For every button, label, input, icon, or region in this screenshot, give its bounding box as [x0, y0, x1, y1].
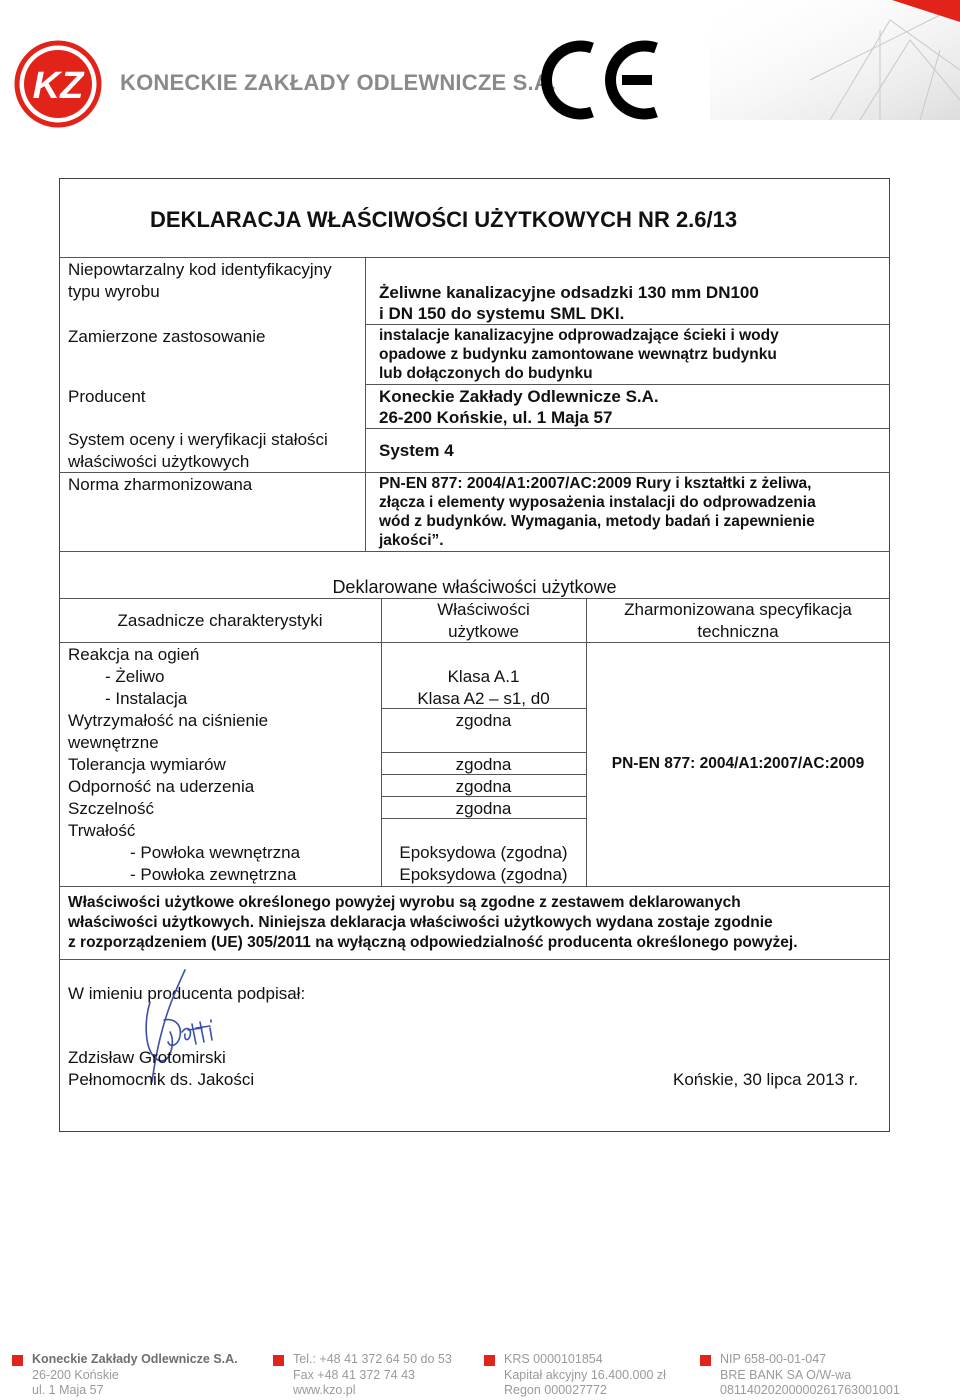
norm-value: złącza i elementy wyposażenia instalacji do odprowadzenia: [379, 494, 816, 511]
column-header-characteristics: Zasadnicze charakterystyki: [117, 611, 323, 630]
id-code-label: Niepowtarzalny kod identyfikacyjny: [68, 260, 332, 279]
footer-bullet-icon: [12, 1355, 23, 1366]
footer-line: KRS 0000101854: [504, 1352, 603, 1366]
footer-bullet-icon: [484, 1355, 495, 1366]
properties-heading: Deklarowane właściwości użytkowe: [332, 577, 617, 597]
footer-line: BRE BANK SA O/W-wa: [720, 1367, 852, 1382]
harmonized-spec-value: PN-EN 877: 2004/A1:2007/AC:2009: [611, 755, 865, 772]
conformity-statement: z rozporządzeniem (UE) 305/2011 na wyłączną odpowiedzialność producenta określonego powyżej.: [68, 934, 798, 951]
tightness-value: zgodna: [455, 799, 512, 818]
norm-value: PN-EN 877: 2004/A1:2007/AC:2009 Rury i kształtki z żeliwa,: [379, 475, 812, 492]
footer-registry: [504, 1352, 666, 1399]
fire-reaction-value: Klasa A.1: [447, 667, 520, 686]
norm-label: Norma zharmonizowana: [68, 475, 253, 494]
durability-sub: - Powłoka zewnętrzna: [130, 865, 297, 884]
pressure-label: Wytrzymałość na ciśnienie: [68, 711, 269, 730]
use-value: opadowe z budynku zamontowane wewnątrz budynku: [379, 346, 777, 363]
signatory-role: Pełnomocnik ds. Jakości: [68, 1070, 255, 1089]
footer-line: NIP 658-00-01-047: [720, 1352, 827, 1366]
signed-by-intro: W imieniu producenta podpisał:: [68, 984, 306, 1003]
use-label: Zamierzone zastosowanie: [68, 327, 266, 346]
durability-value: Epoksydowa (zgodna): [399, 865, 568, 884]
rule: [365, 257, 366, 551]
impact-label: Odporność na uderzenia: [68, 777, 255, 796]
footer-company: [32, 1352, 238, 1399]
company-logo: [14, 40, 102, 128]
system-label: właściwości użytkowych: [68, 452, 250, 471]
footer-line: 26-200 Końskie: [32, 1367, 119, 1382]
footer-bullet-icon: [273, 1355, 284, 1366]
rule: [59, 551, 890, 552]
column-header-performance: Właściwości: [437, 600, 530, 619]
corner-decoration: [710, 0, 960, 120]
producer-value: 26-200 Końskie, ul. 1 Maja 57: [379, 408, 613, 427]
fire-reaction-value: Klasa A2 – s1, d0: [417, 689, 550, 708]
footer-line: Regon 000027772: [504, 1383, 607, 1397]
use-value: instalacje kanalizacyjne odprowadzające ścieki i wody: [379, 327, 779, 344]
footer-bank: [720, 1352, 900, 1399]
use-value: lub dołączonych do budynku: [379, 365, 593, 382]
durability-sub: - Powłoka wewnętrzna: [130, 843, 301, 862]
rule: [381, 752, 586, 753]
conformity-statement: Właściwości użytkowe określonego powyżej wyrobu są zgodne z zestawem deklarowanych: [68, 894, 741, 911]
footer-line: Fax +48 41 372 74 43: [293, 1367, 415, 1382]
signatory-name: Zdzisław Grotomirski: [68, 1048, 226, 1067]
producer-label: Producent: [68, 387, 146, 406]
rule: [59, 959, 890, 960]
id-code-value: Żeliwne kanalizacyjne odsadzki 130 mm DN100: [379, 283, 759, 302]
tightness-label: Szczelność: [68, 799, 154, 818]
rule: [59, 886, 890, 887]
conformity-statement: właściwości użytkowych. Niniejsza deklaracja właściwości użytkowych wydana zostaje zgodnie: [68, 914, 773, 931]
norm-value: jakości”.: [379, 532, 444, 549]
pressure-value: zgodna: [455, 711, 512, 730]
rule: [365, 384, 890, 385]
column-header-spec: techniczna: [697, 622, 779, 641]
producer-value: Koneckie Zakłady Odlewnicze S.A.: [379, 387, 659, 406]
fire-reaction-label: Reakcja na ogień: [68, 645, 200, 664]
system-value: System 4: [379, 441, 454, 460]
pressure-label: wewnętrzne: [68, 733, 159, 752]
system-label: System oceny i weryfikacji stałości: [68, 430, 328, 449]
id-code-label: typu wyrobu: [68, 282, 160, 301]
logo-text: KZ: [32, 65, 84, 107]
rule: [59, 257, 890, 258]
tolerance-value: zgodna: [455, 755, 512, 774]
impact-value: zgodna: [455, 777, 512, 796]
footer-line: Tel.: +48 41 372 64 50 do 53: [293, 1352, 452, 1366]
tolerance-label: Tolerancja wymiarów: [68, 755, 226, 774]
fire-reaction-sub: - Instalacja: [105, 689, 188, 708]
id-code-value: i DN 150 do systemu SML DKI.: [379, 304, 625, 323]
column-header-performance: użytkowe: [448, 622, 519, 641]
ce-mark-icon: [540, 38, 662, 122]
footer-contact: [293, 1352, 452, 1399]
footer-line: Koneckie Zakłady Odlewnicze S.A.: [32, 1352, 238, 1366]
company-name: KONECKIE ZAKŁADY ODLEWNICZE S.A.: [120, 70, 557, 95]
footer-website-link[interactable]: www.kzo.pl: [293, 1383, 356, 1397]
place-and-date: Końskie, 30 lipca 2013 r.: [673, 1070, 859, 1089]
durability-value: Epoksydowa (zgodna): [399, 843, 568, 862]
footer-bullet-icon: [700, 1355, 711, 1366]
durability-label: Trwałość: [68, 821, 136, 840]
document-title: DEKLARACJA WŁAŚCIWOŚCI UŻYTKOWYCH NR 2.6/13: [150, 207, 738, 232]
column-header-spec: Zharmonizowana specyfikacja: [624, 600, 852, 619]
footer-line: Kapitał akcyjny 16.400.000 zł: [504, 1367, 666, 1382]
norm-value: wód z budynków. Wymagania, metody badań i zapewnienie: [379, 513, 815, 530]
footer-line: ul. 1 Maja 57: [32, 1383, 104, 1397]
fire-reaction-sub: - Żeliwo: [105, 667, 165, 686]
footer-line: 08114020200000261763001001: [720, 1383, 900, 1397]
